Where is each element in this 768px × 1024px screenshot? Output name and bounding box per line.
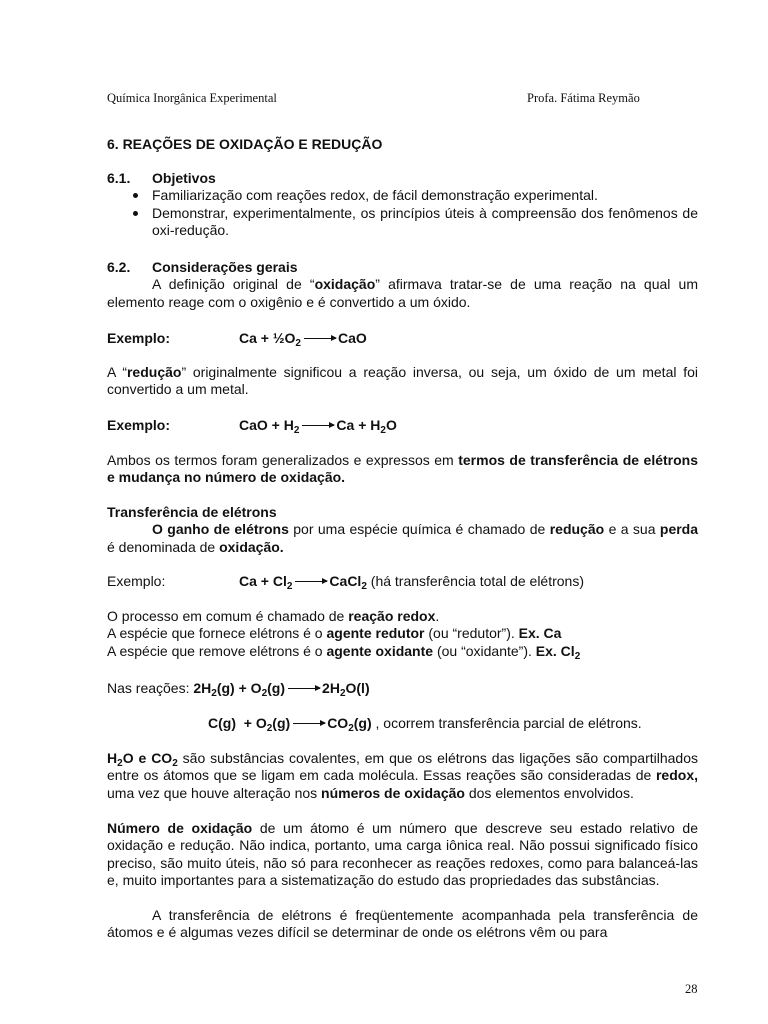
subsection-heading: Transferência de elétrons bbox=[107, 504, 277, 520]
chapter-title: 6. REAÇÕES DE OXIDAÇÃO E REDUÇÃO bbox=[107, 136, 383, 152]
term-oxidation-number: Número de oxidação bbox=[107, 820, 253, 836]
text: ” originalmente significou a reação inversa, ou seja, um óxido de um metal foi convertido a um metal. bbox=[107, 364, 698, 398]
section-considerations bbox=[107, 259, 698, 311]
section-number: 6.1. bbox=[107, 170, 131, 186]
example-label: Exemplo: bbox=[107, 417, 171, 433]
term-reduction: redução bbox=[126, 364, 182, 380]
section-objectives bbox=[107, 170, 698, 240]
text: A “ bbox=[107, 364, 127, 380]
reaction-line-2 bbox=[208, 715, 642, 732]
text: O processo em comum é chamado de bbox=[107, 608, 349, 624]
equation-h2-o2: $2H_2(g) + O_2(g)$ $2H_2O(l)$ bbox=[193, 680, 370, 699]
text: . bbox=[435, 608, 440, 624]
paragraph-reduction-definition bbox=[107, 364, 698, 399]
paragraph-oxidation-definition bbox=[107, 276, 698, 311]
page-number: 28 bbox=[685, 982, 698, 996]
example-reducer: Ex. Ca bbox=[518, 625, 562, 642]
equation-c-o2: $C(g) + O_2(g)$ $CO_2(g)$ bbox=[208, 715, 372, 734]
arrow-icon bbox=[293, 723, 325, 724]
text: dos elementos envolvidos. bbox=[464, 784, 634, 801]
text: (ou “oxidante”). bbox=[433, 642, 536, 659]
section-heading bbox=[107, 170, 698, 187]
text: A espécie que remove elétrons é o bbox=[107, 642, 327, 659]
section-title: Objetivos bbox=[152, 170, 216, 186]
term-electron-transfer: termos de transferência de elétrons e mudança no número de oxidação. bbox=[107, 452, 699, 486]
line-redox bbox=[107, 608, 698, 625]
term-gain: O ganho de elétrons bbox=[152, 521, 289, 538]
text: por uma espécie química é chamado de bbox=[288, 521, 550, 538]
list-item: Familiarização com reações redox, de fácil demonstração experimental. bbox=[107, 187, 698, 204]
text: Ambos os termos foram generalizados e expressos em bbox=[107, 452, 459, 468]
term-oxidizing-agent: agente oxidante bbox=[326, 642, 434, 659]
term-reducing-agent: agente redutor bbox=[326, 625, 425, 642]
example-3 bbox=[107, 573, 584, 590]
equation-ca-cl2: $Ca + Cl_2$ CaCl$_2$ bbox=[239, 573, 367, 592]
section-electron-transfer bbox=[107, 504, 698, 556]
header-author: Profa. Fátima Reymão bbox=[527, 91, 640, 105]
term-reduction: redução bbox=[549, 521, 605, 538]
text: são substâncias covalentes, em que os elétrons das ligações são compartilhados entre os átomos que se ligam em cada molécula. Essas reações são consideradas de bbox=[107, 750, 698, 784]
example-label: Exemplo: bbox=[107, 330, 171, 346]
line-oxidizing-agent bbox=[107, 643, 698, 660]
example-1 bbox=[107, 330, 367, 347]
term-loss: perda bbox=[659, 521, 699, 538]
text: uma vez que houve alteração nos bbox=[107, 784, 322, 801]
line-reducing-agent bbox=[107, 625, 698, 642]
term-redox: reação redox bbox=[348, 608, 436, 624]
example-note: (há transferência total de elétrons) bbox=[366, 573, 585, 589]
text: é denominada de bbox=[107, 538, 220, 555]
redox-definitions bbox=[107, 608, 698, 660]
term-oxidation: oxidação. bbox=[219, 538, 284, 555]
objectives-list bbox=[107, 187, 698, 239]
example-oxidizer: Ex. $Cl_2$ bbox=[535, 642, 581, 662]
reaction-note: , ocorrem transferência parcial de elétrons. bbox=[371, 715, 642, 731]
text: A espécie que fornece elétrons é o bbox=[107, 625, 327, 642]
term-redox: redox, bbox=[655, 767, 698, 784]
list-item: Demonstrar, experimentalmente, os princípios úteis à compreensão dos fenômenos de oxi-redução. bbox=[107, 205, 698, 240]
arrow-icon bbox=[295, 581, 327, 582]
text: ” afirmava tratar-se de uma reação na qual um elemento reage com o oxigênio e é convertido a um óxido. bbox=[107, 276, 698, 310]
paragraph-electron-atom-transfer: A transferência de elétrons é freqüentemente acompanhada pela transferência de átomos e é algumas vezes difícil se determinar de onde os elétrons vêm ou para bbox=[107, 907, 698, 941]
paragraph-gain-loss bbox=[107, 521, 698, 556]
arrow-icon bbox=[302, 425, 334, 426]
section-number: 6.2. bbox=[107, 259, 131, 275]
header-course-title: Química Inorgânica Experimental bbox=[107, 91, 277, 105]
term-oxidation: oxidação bbox=[314, 276, 376, 293]
paragraph-generalization bbox=[107, 452, 698, 487]
text: e a sua bbox=[604, 521, 660, 538]
example-2 bbox=[107, 417, 397, 434]
paragraph-covalent bbox=[107, 750, 698, 802]
term-oxidation-numbers: números de oxidação bbox=[321, 784, 465, 801]
text: (ou “redutor”). bbox=[424, 625, 519, 642]
text: A definição original de “ bbox=[152, 276, 315, 293]
section-title: Considerações gerais bbox=[152, 259, 298, 275]
equation-cao-h2: CaO + $H_2$ $Ca + H_2O$ bbox=[239, 417, 397, 436]
example-label: Exemplo: bbox=[107, 573, 166, 589]
paragraph-oxidation-number bbox=[107, 820, 698, 890]
reactions-label: Nas reações: bbox=[107, 680, 194, 696]
term-h2o-co2: $H_2O$ e $CO_2$ bbox=[107, 750, 178, 769]
arrow-icon bbox=[288, 688, 320, 689]
arrow-icon bbox=[304, 338, 336, 339]
text: de um átomo é um número que descreve seu estado relativo de oxidação e redução. Não indica, portanto, uma carga iônica real. Não possui significado físico preciso, são muito úteis, não só para reconhecer as reações redoxes, como para balanceá-las e, muito importantes para a sistematização do estudo das propriedades das substâncias. bbox=[107, 820, 698, 889]
section-heading bbox=[107, 259, 698, 276]
equation-ca-o2: $Ca + \frac{1}{2}O_2$ CaO bbox=[239, 330, 367, 349]
reaction-line-1 bbox=[107, 680, 370, 697]
